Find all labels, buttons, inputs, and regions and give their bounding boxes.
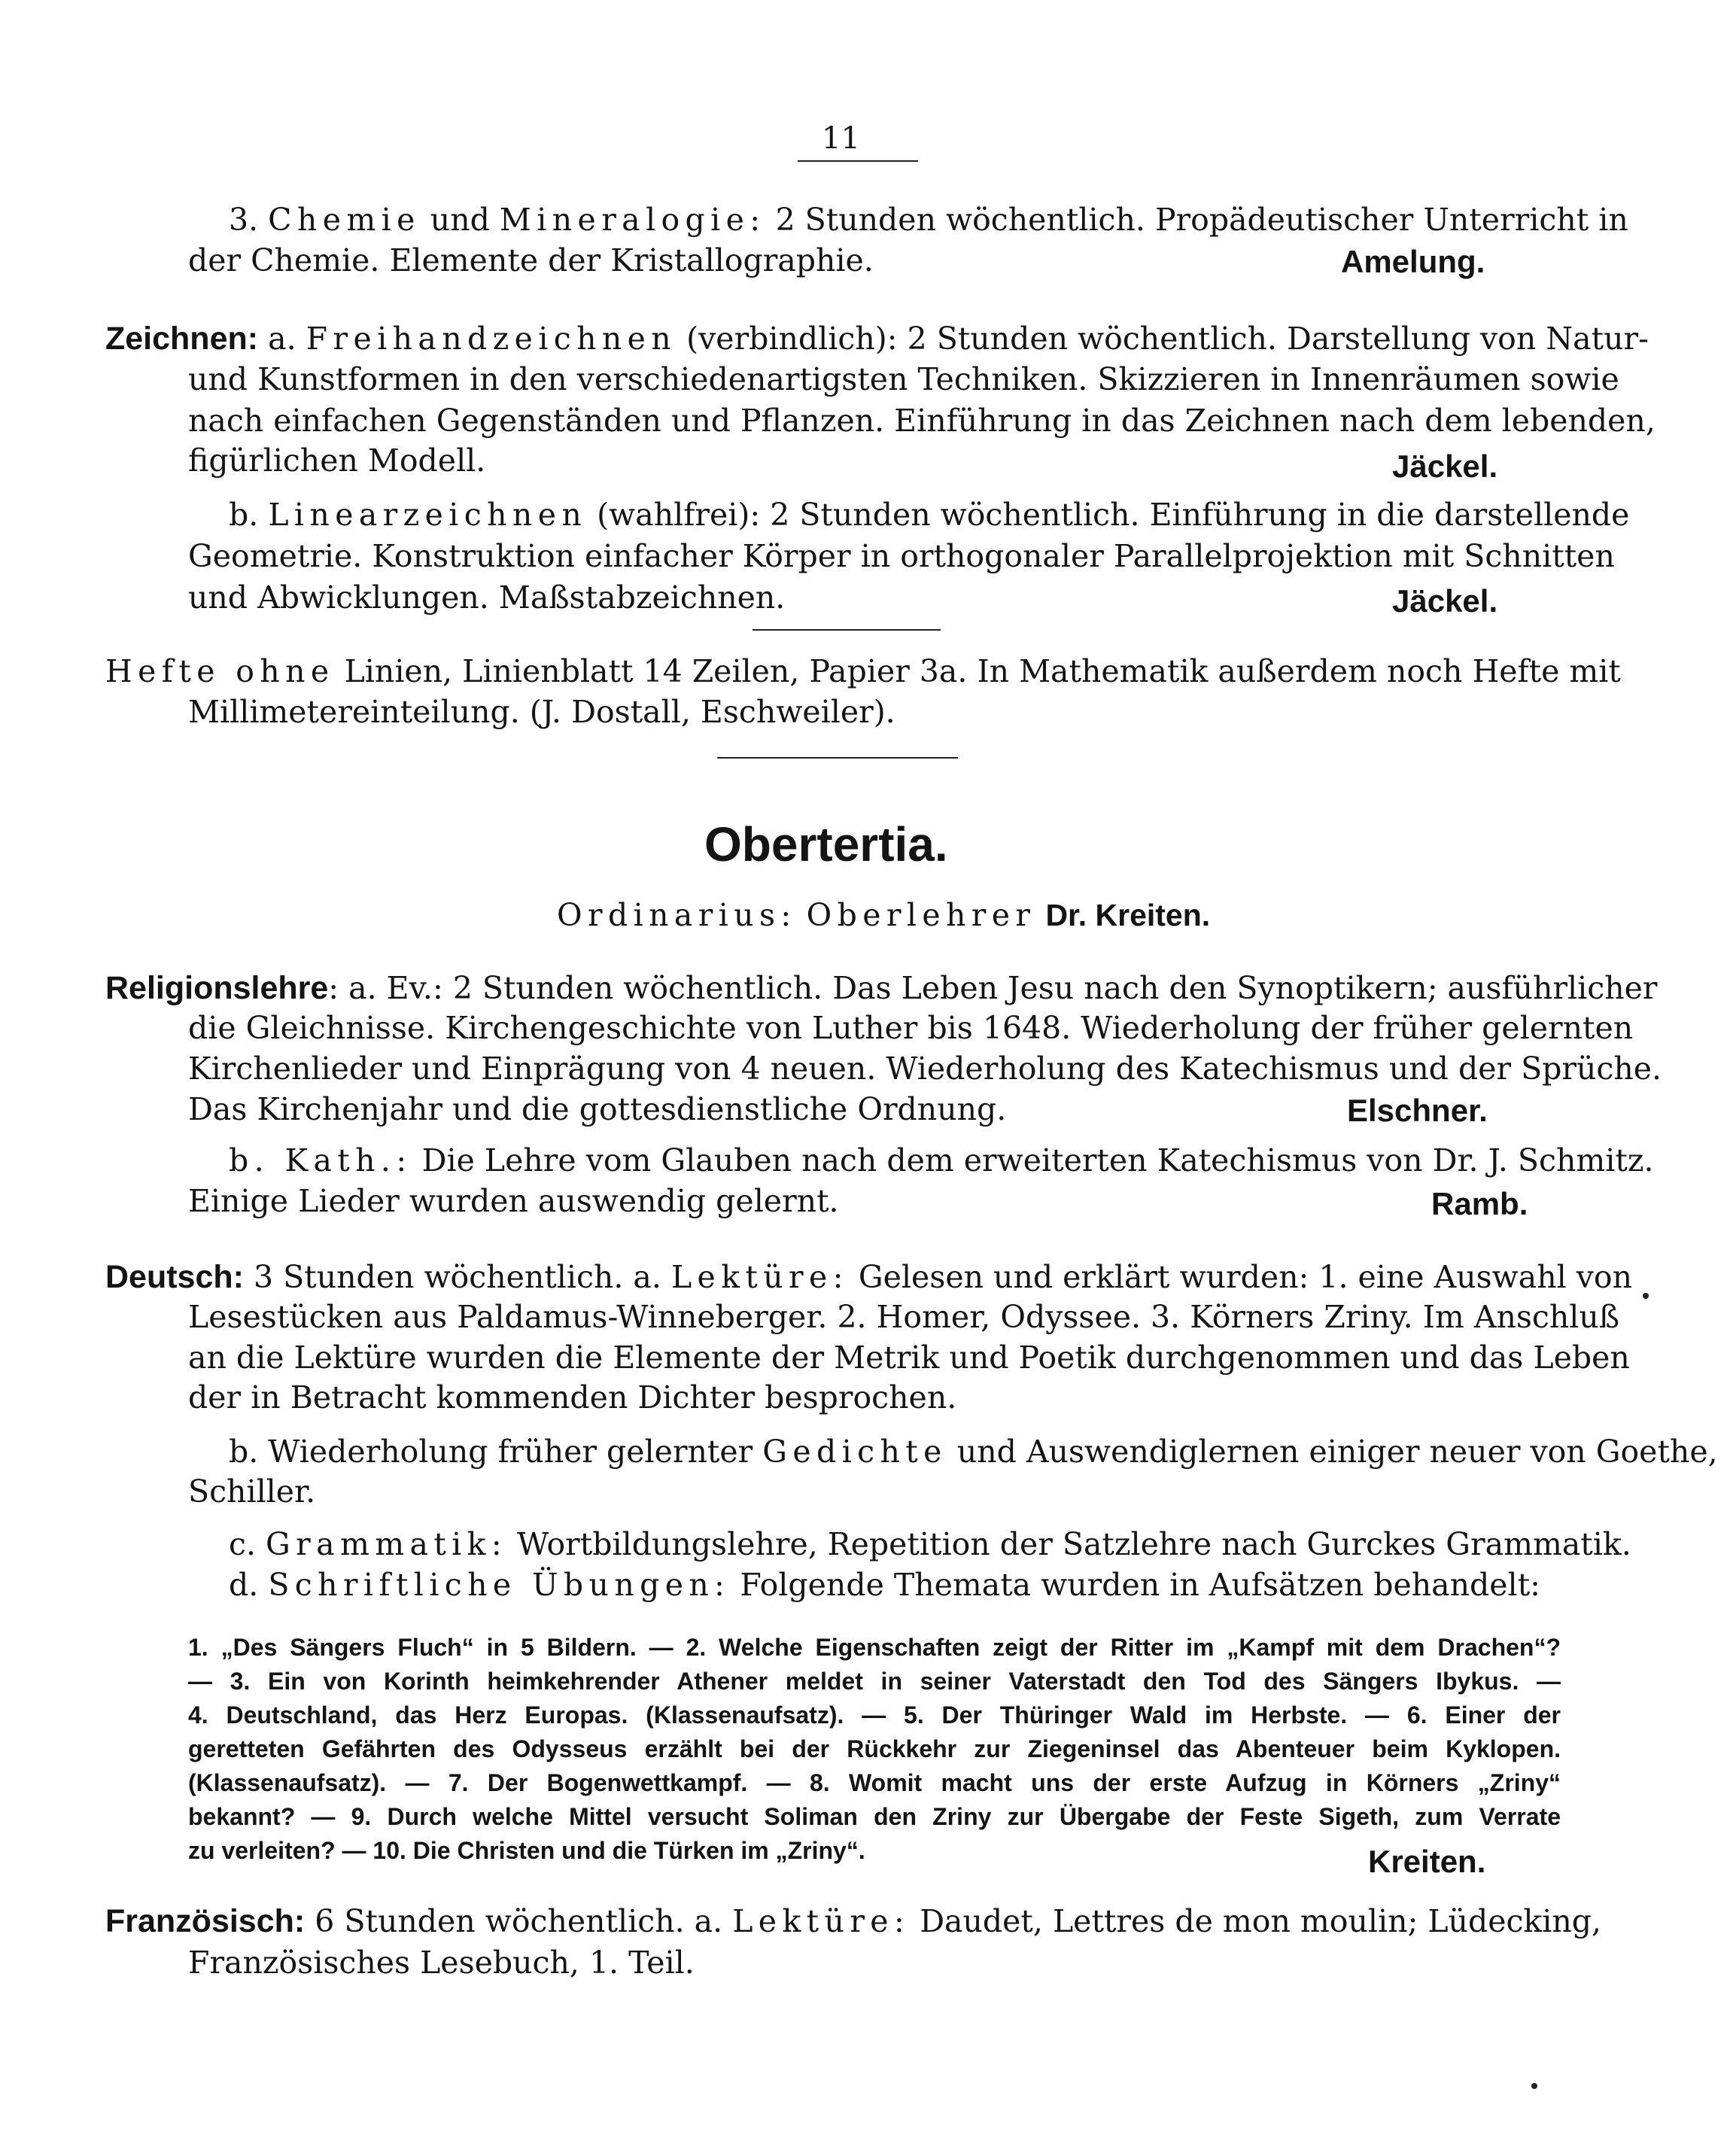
- kath-label: b. Kath.:: [229, 1142, 412, 1178]
- ordinarius-name: Dr. Kreiten.: [1045, 898, 1211, 932]
- deutsch-d-line: [229, 1567, 1540, 1604]
- zeichnen-line-4: figürlichen Modell.: [188, 442, 486, 479]
- themata-line-2: — 3. Ein von Korinth heimkehrender Athener meldet in seiner Vaterstadt den Tod des Sängers Ibykus. —: [188, 1668, 1561, 1695]
- deutsch-grammatik: Grammatik:: [266, 1526, 508, 1562]
- chemistry-line-1: [229, 202, 1628, 239]
- deutsch-b-line-2: Schiller.: [188, 1473, 316, 1510]
- chemistry-hours: 2 Stunden wöchentlich.: [775, 202, 1145, 238]
- zeichnen-line-2: und Kunstformen in den verschiedenartigsten Techniken. Skizzieren in Innenräumen sowie: [188, 361, 1619, 397]
- kath-line-1: [229, 1142, 1654, 1179]
- deutsch-heading: Deutsch:: [105, 1259, 244, 1295]
- franz-lektuere: Lektüre:: [732, 1903, 911, 1939]
- deutsch-b-line-1: [229, 1434, 1718, 1470]
- linear-line-1: [229, 497, 1630, 534]
- deutsch-gedichte: Gedichte: [762, 1434, 947, 1470]
- linear-subject: Linearzeichnen: [268, 497, 588, 533]
- franz-line-2: Französisches Lesebuch, 1. Teil.: [188, 1945, 695, 1981]
- zeichnen-line-1: [105, 320, 1649, 359]
- deutsch-line-3: an die Lektüre wurden die Elemente der Metrik und Poetik durchgenommen und das Leben: [188, 1340, 1630, 1376]
- religion-ev: a. Ev.:: [348, 970, 443, 1006]
- religion-signature-2: Ramb.: [1431, 1186, 1528, 1221]
- themata-line-1: 1. „Des Sängers Fluch“ in 5 Bildern. — 2. Welche Eigenschaften zeigt der Ritter im „Kampf mit dem Drachen“?: [188, 1634, 1561, 1661]
- religion-line-2: die Gleichnisse. Kirchengeschichte von Luther bis 1648. Wiederholung der früher gelernten: [188, 1010, 1634, 1046]
- religion-line-4: Das Kirchenjahr und die gottesdienstliche Ordnung.: [188, 1091, 1007, 1127]
- chemistry-desc: Propädeutischer Unterricht in: [1154, 202, 1628, 238]
- deutsch-d: d.: [229, 1567, 259, 1603]
- hefte-emphasis: Hefte ohne: [105, 653, 335, 689]
- hefte-line-1: [105, 653, 1621, 690]
- section-title: Obertertia.: [704, 817, 948, 871]
- deutsch-line-4: der in Betracht kommenden Dichter besprochen.: [188, 1379, 957, 1416]
- zeichnen-a: a.: [268, 321, 296, 357]
- chemistry-number: 3.: [229, 202, 259, 238]
- linear-line-1-rest: (wahlfrei): 2 Stunden wöchentlich. Einführung in die darstellende: [597, 497, 1630, 533]
- religion-line-1-rest: 2 Stunden wöchentlich. Das Leben Jesu nach den Synoptikern; ausführlicher: [452, 970, 1658, 1006]
- deutsch-c-line: [229, 1526, 1631, 1563]
- ink-speck: [1531, 2083, 1537, 2089]
- hefte-line-2: Millimetereinteilung. (J. Dostall, Eschweiler).: [188, 694, 895, 730]
- religion-heading: Religionslehre: [105, 970, 329, 1006]
- franz-hours: 6 Stunden wöchentlich. a.: [315, 1903, 723, 1939]
- chemistry-subject-2: Mineralogie:: [499, 202, 766, 238]
- religion-line-3: Kirchenlieder und Einprägung von 4 neuen. Wiederholung des Katechismus und der Sprüche.: [188, 1051, 1662, 1087]
- themata-line-4: geretteten Gefährten des Odysseus erzählt bei der Rückkehr zur Ziegeninsel das Abenteuer beim Kyklopen.: [188, 1735, 1561, 1762]
- deutsch-b-start: b. Wiederholung früher gelernter: [229, 1434, 753, 1470]
- ordinarius-label: Ordinarius:: [557, 897, 797, 933]
- zeichnen-freihand: Freihandzeichnen: [306, 321, 677, 357]
- zeichnen-signature-2: Jäckel.: [1392, 583, 1498, 619]
- religion-colon: :: [328, 970, 339, 1006]
- hefte-line-1-rest: Linien, Linienblatt 14 Zeilen, Papier 3a. In Mathematik außerdem noch Hefte mit: [344, 653, 1621, 689]
- zeichnen-signature-1: Jäckel.: [1392, 449, 1498, 484]
- chemistry-signature: Amelung.: [1341, 244, 1485, 279]
- zeichnen-line-1-rest: (verbindlich): 2 Stunden wöchentlich. Darstellung von Natur-: [686, 321, 1649, 357]
- religion-signature-1: Elschner.: [1347, 1093, 1488, 1128]
- themata-line-3: 4. Deutschland, das Herz Europas. (Klassenaufsatz). — 5. Der Thüringer Wald im Herbste. — 6. Einer der: [188, 1701, 1561, 1729]
- deutsch-c: c.: [229, 1526, 256, 1562]
- deutsch-uebungen: Schriftliche Übungen:: [268, 1567, 731, 1603]
- deutsch-c-rest: Wortbildungslehre, Repetition der Satzlehre nach Gurckes Grammatik.: [517, 1526, 1631, 1562]
- deutsch-hours: 3 Stunden wöchentlich. a.: [254, 1259, 661, 1295]
- franz-heading: Französisch:: [105, 1903, 306, 1939]
- linear-b: b.: [229, 497, 259, 533]
- section-rule-1: [753, 629, 941, 631]
- chemistry-line-2: der Chemie. Elemente der Kristallographie.: [188, 242, 874, 278]
- themata-line-5: (Klassenaufsatz). — 7. Der Bogenwettkampf. — 8. Womit macht uns der erste Aufzug in Körners „Zriny“: [188, 1769, 1561, 1796]
- section-rule-2: [717, 757, 958, 759]
- ordinarius-role: Oberlehrer: [806, 897, 1036, 933]
- zeichnen-line-3: nach einfachen Gegenständen und Pflanzen. Einführung in das Zeichnen nach dem lebenden,: [188, 403, 1656, 439]
- linear-line-3: und Abwicklungen. Maßstabzeichnen.: [188, 579, 786, 616]
- zeichnen-heading: Zeichnen:: [105, 321, 259, 357]
- ink-speck: [1643, 1293, 1649, 1299]
- linear-line-2: Geometrie. Konstruktion einfacher Körper in orthogonaler Parallelprojektion mit Schnitten: [188, 538, 1615, 574]
- page-number-rule: [798, 160, 918, 162]
- franz-line-1: [105, 1902, 1602, 1942]
- themata-line-6: bekannt? — 9. Durch welche Mittel versucht Soliman den Zriny zur Übergabe der Feste Sigeth, zum Verrate: [188, 1803, 1561, 1830]
- deutsch-line-1: [105, 1258, 1633, 1297]
- page-number: 11: [822, 121, 860, 156]
- deutsch-lektuere: Lektüre:: [670, 1259, 849, 1295]
- deutsch-signature: Kreiten.: [1368, 1844, 1486, 1879]
- ordinarius-line: [557, 897, 1210, 934]
- deutsch-line-2: Lesestücken aus Paldamus-Winneberger. 2. Homer, Odyssee. 3. Körners Zriny. Im Anschluß: [188, 1299, 1620, 1335]
- themata-line-7: zu verleiten? — 10. Die Christen und die Türken im „Zriny“.: [188, 1837, 865, 1864]
- deutsch-line-1-rest: Gelesen und erklärt wurden: 1. eine Auswahl von: [858, 1259, 1633, 1295]
- chemistry-and: und: [430, 202, 490, 238]
- deutsch-d-rest: Folgende Themata wurden in Aufsätzen behandelt:: [740, 1567, 1540, 1603]
- religion-line-1: [105, 969, 1658, 1008]
- kath-line-2: Einige Lieder wurden auswendig gelernt.: [188, 1183, 839, 1219]
- kath-line-1-rest: Die Lehre vom Glauben nach dem erweiterten Katechismus von Dr. J. Schmitz.: [421, 1142, 1654, 1178]
- deutsch-b-rest: und Auswendiglernen einiger neuer von Goethe,: [956, 1434, 1718, 1470]
- chemistry-subject-1: Chemie: [268, 202, 421, 238]
- franz-line-1-rest: Daudet, Lettres de mon moulin; Lüdecking,: [920, 1903, 1602, 1939]
